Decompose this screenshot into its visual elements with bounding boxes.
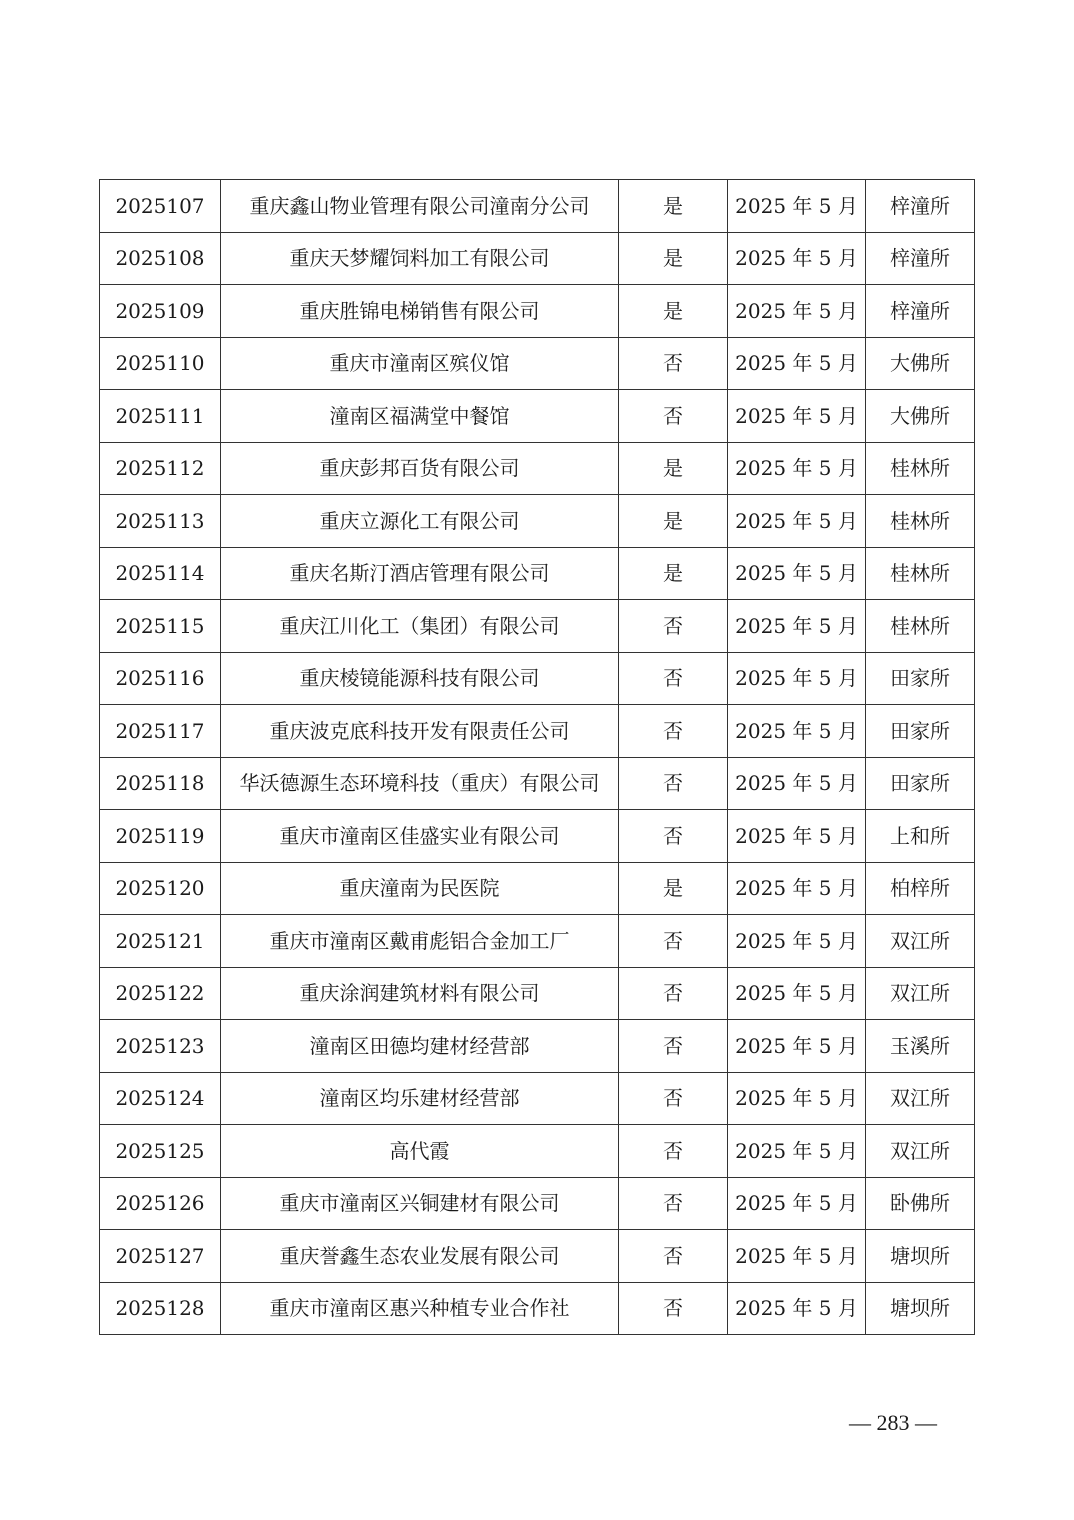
record-id-cell: 2025125 xyxy=(100,1125,221,1178)
office-cell: 田家所 xyxy=(866,705,975,758)
company-name-cell: 重庆涂润建筑材料有限公司 xyxy=(221,967,619,1020)
office-cell: 双江所 xyxy=(866,967,975,1020)
flag-cell: 否 xyxy=(619,757,728,810)
flag-cell: 否 xyxy=(619,1125,728,1178)
table-row xyxy=(100,705,975,758)
office-cell: 双江所 xyxy=(866,1125,975,1178)
table-row xyxy=(100,1230,975,1283)
company-name-cell: 重庆胜锦电梯销售有限公司 xyxy=(221,285,619,338)
table-row xyxy=(100,180,975,233)
office-cell: 双江所 xyxy=(866,915,975,968)
record-id-cell: 2025107 xyxy=(100,180,221,233)
table-row xyxy=(100,390,975,443)
record-id-cell: 2025111 xyxy=(100,390,221,443)
office-cell: 大佛所 xyxy=(866,337,975,390)
date-cell: 2025 年 5 月 xyxy=(728,1177,866,1230)
company-name-cell: 潼南区均乐建材经营部 xyxy=(221,1072,619,1125)
table-row xyxy=(100,1125,975,1178)
record-id-cell: 2025110 xyxy=(100,337,221,390)
record-id-cell: 2025119 xyxy=(100,810,221,863)
flag-cell: 否 xyxy=(619,967,728,1020)
flag-cell: 是 xyxy=(619,495,728,548)
office-cell: 柏梓所 xyxy=(866,862,975,915)
office-cell: 卧佛所 xyxy=(866,1177,975,1230)
date-cell: 2025 年 5 月 xyxy=(728,180,866,233)
date-cell: 2025 年 5 月 xyxy=(728,652,866,705)
date-cell: 2025 年 5 月 xyxy=(728,757,866,810)
date-cell: 2025 年 5 月 xyxy=(728,705,866,758)
page-number: — 283 — xyxy=(849,1410,937,1435)
office-cell: 田家所 xyxy=(866,757,975,810)
record-id-cell: 2025112 xyxy=(100,442,221,495)
record-id-cell: 2025126 xyxy=(100,1177,221,1230)
company-name-cell: 潼南区田德均建材经营部 xyxy=(221,1020,619,1073)
table-row xyxy=(100,495,975,548)
flag-cell: 是 xyxy=(619,285,728,338)
office-cell: 玉溪所 xyxy=(866,1020,975,1073)
office-cell: 桂林所 xyxy=(866,495,975,548)
table-row xyxy=(100,232,975,285)
record-id-cell: 2025128 xyxy=(100,1282,221,1335)
office-cell: 梓潼所 xyxy=(866,232,975,285)
record-id-cell: 2025113 xyxy=(100,495,221,548)
record-id-cell: 2025122 xyxy=(100,967,221,1020)
office-cell: 上和所 xyxy=(866,810,975,863)
company-name-cell: 重庆市潼南区殡仪馆 xyxy=(221,337,619,390)
table-row xyxy=(100,1177,975,1230)
flag-cell: 是 xyxy=(619,547,728,600)
record-id-cell: 2025109 xyxy=(100,285,221,338)
flag-cell: 否 xyxy=(619,810,728,863)
record-id-cell: 2025124 xyxy=(100,1072,221,1125)
table-row xyxy=(100,810,975,863)
flag-cell: 是 xyxy=(619,862,728,915)
record-id-cell: 2025121 xyxy=(100,915,221,968)
date-cell: 2025 年 5 月 xyxy=(728,915,866,968)
company-name-cell: 重庆市潼南区戴甫彪铝合金加工厂 xyxy=(221,915,619,968)
company-name-cell: 高代霞 xyxy=(221,1125,619,1178)
date-cell: 2025 年 5 月 xyxy=(728,1072,866,1125)
company-name-cell: 重庆彭邦百货有限公司 xyxy=(221,442,619,495)
office-cell: 桂林所 xyxy=(866,600,975,653)
table-row xyxy=(100,967,975,1020)
flag-cell: 否 xyxy=(619,1282,728,1335)
flag-cell: 是 xyxy=(619,180,728,233)
record-id-cell: 2025118 xyxy=(100,757,221,810)
office-cell: 塘坝所 xyxy=(866,1282,975,1335)
table-row xyxy=(100,285,975,338)
office-cell: 梓潼所 xyxy=(866,285,975,338)
date-cell: 2025 年 5 月 xyxy=(728,285,866,338)
company-name-cell: 重庆江川化工（集团）有限公司 xyxy=(221,600,619,653)
flag-cell: 否 xyxy=(619,1177,728,1230)
office-cell: 桂林所 xyxy=(866,442,975,495)
table-row xyxy=(100,547,975,600)
flag-cell: 否 xyxy=(619,337,728,390)
flag-cell: 否 xyxy=(619,652,728,705)
date-cell: 2025 年 5 月 xyxy=(728,390,866,443)
flag-cell: 是 xyxy=(619,232,728,285)
date-cell: 2025 年 5 月 xyxy=(728,547,866,600)
company-name-cell: 重庆波克底科技开发有限责任公司 xyxy=(221,705,619,758)
flag-cell: 否 xyxy=(619,915,728,968)
company-name-cell: 重庆市潼南区兴铜建材有限公司 xyxy=(221,1177,619,1230)
flag-cell: 否 xyxy=(619,600,728,653)
flag-cell: 否 xyxy=(619,705,728,758)
record-id-cell: 2025114 xyxy=(100,547,221,600)
company-name-cell: 华沃德源生态环境科技（重庆）有限公司 xyxy=(221,757,619,810)
date-cell: 2025 年 5 月 xyxy=(728,1230,866,1283)
table-row xyxy=(100,1020,975,1073)
records-table-body xyxy=(100,180,975,1335)
company-name-cell: 重庆潼南为民医院 xyxy=(221,862,619,915)
company-name-cell: 潼南区福满堂中餐馆 xyxy=(221,390,619,443)
record-id-cell: 2025123 xyxy=(100,1020,221,1073)
office-cell: 梓潼所 xyxy=(866,180,975,233)
office-cell: 田家所 xyxy=(866,652,975,705)
record-id-cell: 2025116 xyxy=(100,652,221,705)
date-cell: 2025 年 5 月 xyxy=(728,337,866,390)
date-cell: 2025 年 5 月 xyxy=(728,495,866,548)
company-name-cell: 重庆名斯汀酒店管理有限公司 xyxy=(221,547,619,600)
company-name-cell: 重庆棱镜能源科技有限公司 xyxy=(221,652,619,705)
date-cell: 2025 年 5 月 xyxy=(728,1125,866,1178)
flag-cell: 是 xyxy=(619,442,728,495)
flag-cell: 否 xyxy=(619,1230,728,1283)
date-cell: 2025 年 5 月 xyxy=(728,967,866,1020)
date-cell: 2025 年 5 月 xyxy=(728,862,866,915)
office-cell: 塘坝所 xyxy=(866,1230,975,1283)
company-name-cell: 重庆市潼南区佳盛实业有限公司 xyxy=(221,810,619,863)
record-id-cell: 2025115 xyxy=(100,600,221,653)
flag-cell: 否 xyxy=(619,1020,728,1073)
office-cell: 大佛所 xyxy=(866,390,975,443)
table-row xyxy=(100,337,975,390)
table-row xyxy=(100,1282,975,1335)
date-cell: 2025 年 5 月 xyxy=(728,1282,866,1335)
date-cell: 2025 年 5 月 xyxy=(728,810,866,863)
table-row xyxy=(100,862,975,915)
table-row xyxy=(100,757,975,810)
record-id-cell: 2025117 xyxy=(100,705,221,758)
date-cell: 2025 年 5 月 xyxy=(728,600,866,653)
table-row xyxy=(100,1072,975,1125)
table-row xyxy=(100,600,975,653)
date-cell: 2025 年 5 月 xyxy=(728,1020,866,1073)
table-row xyxy=(100,652,975,705)
company-name-cell: 重庆立源化工有限公司 xyxy=(221,495,619,548)
office-cell: 双江所 xyxy=(866,1072,975,1125)
date-cell: 2025 年 5 月 xyxy=(728,442,866,495)
record-id-cell: 2025120 xyxy=(100,862,221,915)
table-row xyxy=(100,915,975,968)
record-id-cell: 2025108 xyxy=(100,232,221,285)
company-name-cell: 重庆鑫山物业管理有限公司潼南分公司 xyxy=(221,180,619,233)
company-name-cell: 重庆誉鑫生态农业发展有限公司 xyxy=(221,1230,619,1283)
records-table xyxy=(99,179,975,1335)
company-name-cell: 重庆天梦耀饲料加工有限公司 xyxy=(221,232,619,285)
office-cell: 桂林所 xyxy=(866,547,975,600)
flag-cell: 否 xyxy=(619,1072,728,1125)
table-row xyxy=(100,442,975,495)
company-name-cell: 重庆市潼南区惠兴种植专业合作社 xyxy=(221,1282,619,1335)
date-cell: 2025 年 5 月 xyxy=(728,232,866,285)
flag-cell: 否 xyxy=(619,390,728,443)
record-id-cell: 2025127 xyxy=(100,1230,221,1283)
